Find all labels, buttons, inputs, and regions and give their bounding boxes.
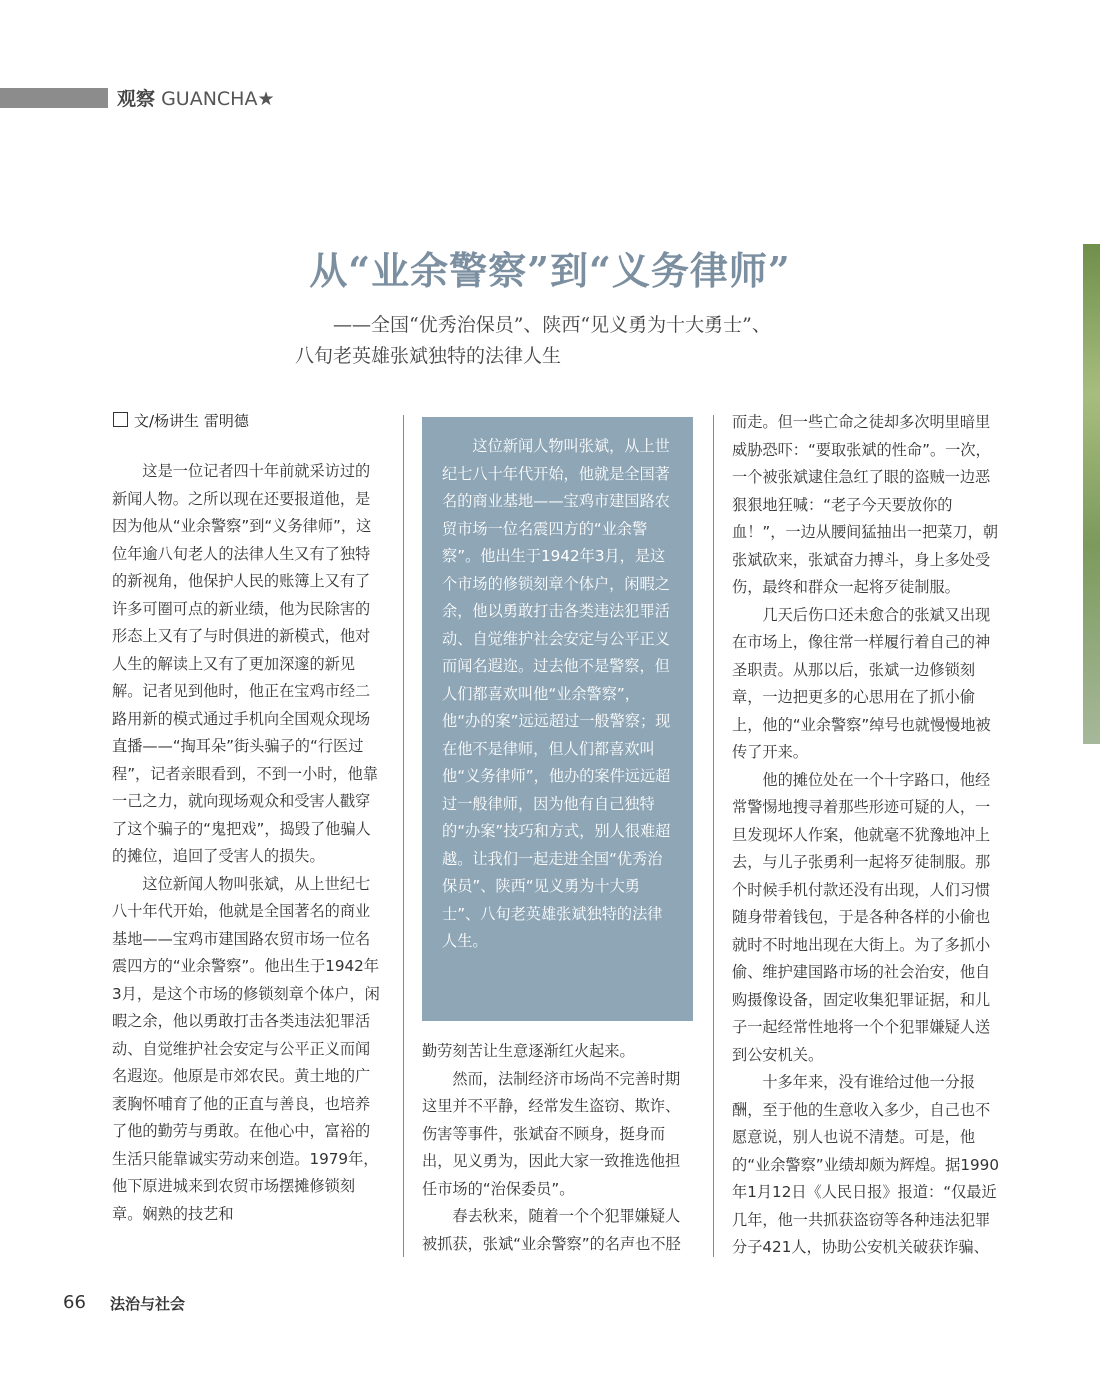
paragraph: 这位新闻人物叫张斌，从上世纪七八十年代开始，他就是全国著名的商业基地——宝鸡市建国路农贸市场一位名震四方的“业余警察”。他出生于1942年3月，是这个市场的修锁刻章个体户，闲暇之余，他以勇敢打击各类违法犯罪活动、自觉维护社会安定与公平正义而闻名遐迩。他原是市郊农民。黄土地的广袤胸怀哺育了他的正直与善良，也培养了他的勤劳与勇敢。在他心中，富裕的生活只能靠诚实劳动来创造。1979年，他下原进城来到农贸市场摆摊修锁刻章。娴熟的技艺和	[112, 874, 380, 1223]
edge-image-strip	[1083, 244, 1100, 744]
column-3	[732, 409, 1004, 1262]
section-label-en: GUANCHA★	[161, 88, 275, 110]
byline-box-icon	[113, 412, 128, 427]
section-label-cn: 观察	[117, 88, 156, 110]
byline-authors: 文/杨讲生 雷明德	[134, 412, 249, 430]
subtitle-line-1: ——全国“优秀治保员”、陕西“见义勇为十大勇士”、	[333, 314, 771, 336]
pull-quote-box	[422, 417, 693, 1021]
subtitle-line-2: 八旬老英雄张斌独特的法律人生	[295, 345, 562, 367]
paragraph: 勤劳刻苦让生意逐渐红火起来。	[422, 1042, 635, 1060]
magazine-name: 法治与社会	[110, 1295, 186, 1313]
column-2	[422, 1038, 694, 1258]
paragraph: 这是一位记者四十年前就采访过的新闻人物。之所以现在还要报道他，是因为他从“业余警察”到“义务律师”，这位年逾八旬老人的法律人生又有了独特的新视角，他保护人民的账簿上又有了许多可圈可点的新业绩，他为民除害的形态上又有了与时俱进的新模式，他对人生的解读上又有了更加深邃的新见解。记者见到他时，他正在宝鸡市经二路用新的模式通过手机向全国观众现场直播——“掏耳朵”街头骗子的“行医过程”，记者亲眼看到，不到一小时，他靠一己之力，就向现场观众和受害人戳穿了这个骗子的“鬼把戏”，捣毁了他骗人的摊位，追回了受害人的损失。	[112, 462, 379, 865]
column-divider	[713, 415, 714, 1257]
article-subtitle	[295, 310, 915, 372]
paragraph: 十多年来，没有谁给过他一分报酬，至于他的生意收入多少，自己也不愿意说，别人也说不清楚。可是，他的“业余警察”业绩却颇为辉煌。据1990年1月12日《人民日报》报道：“仅最近几年，他一共抓获盗窃等各种违法犯罪分子421人，协助公安机关破获诈骗、	[732, 1073, 1000, 1256]
pull-quote-text: 这位新闻人物叫张斌，从上世纪七八十年代开始，他就是全国著名的商业基地——宝鸡市建国路农贸市场一位名震四方的“业余警察”。他出生于1942年3月，是这个市场的修锁刻章个体户，闲暇之余，他以勇敢打击各类违法犯罪活动、自觉维护社会安定与公平正义而闻名遐迩。过去他不是警察，但人们都喜欢叫他“业余警察”，他“办的案”远远超过一般警察；现在他不是律师，但人们都喜欢叫他“义务律师”，他办的案件远远超过一般律师，因为他有自己独特的“办案”技巧和方式，别人很难超越。让我们一起走进全国“优秀治保员”、陕西“见义勇为十大勇士”、八旬老英雄张斌独特的法律人生。	[442, 437, 671, 950]
section-bar	[0, 88, 108, 108]
column-divider	[403, 415, 404, 1257]
paragraph: 春去秋来，随着一个个犯罪嫌疑人被抓获，张斌“业余警察”的名声也不胫	[422, 1207, 681, 1253]
column-1	[112, 458, 384, 1228]
byline	[113, 410, 249, 431]
paragraph: 而走。但一些亡命之徒却多次明里暗里威胁恐吓：“要取张斌的性命”。一次，一个被张斌逮住急红了眼的盗贼一边恶狠狠地狂喊：“老子今天要放你的血！”，一边从腰间猛抽出一把菜刀，朝张斌砍来，张斌奋力搏斗，身上多处受伤，最终和群众一起将歹徒制服。	[732, 413, 999, 596]
page-number: 66	[63, 1292, 86, 1313]
article-title: 从“业余警察”到“义务律师”	[309, 248, 791, 293]
section-header	[117, 84, 275, 111]
paragraph: 几天后伤口还未愈合的张斌又出现在市场上，像往常一样履行着自己的神圣职责。从那以后，张斌一边修锁刻章，一边把更多的心思用在了抓小偷上，他的“业余警察”绰号也就慢慢地被传了开来。	[732, 605, 991, 761]
paragraph: 他的摊位处在一个十字路口，他经常警惕地搜寻着那些形迹可疑的人，一旦发现坏人作案，他就毫不犹豫地冲上去，与儿子张勇利一起将歹徒制服。那个时候手机付款还没有出现，人们习惯随身带着钱包，于是各种各样的小偷也就时不时地出现在大街上。为了多抓小偷、维护建国路市场的社会治安，他自购摄像设备，固定收集犯罪证据，和儿子一起经常性地将一个个犯罪嫌疑人送到公安机关。	[732, 770, 991, 1064]
paragraph: 然而，法制经济市场尚不完善时期这里并不平静，经常发生盗窃、欺诈、伤害等事件，张斌奋不顾身，挺身而出，见义勇为，因此大家一致推选他担任市场的“治保委员”。	[422, 1069, 681, 1198]
